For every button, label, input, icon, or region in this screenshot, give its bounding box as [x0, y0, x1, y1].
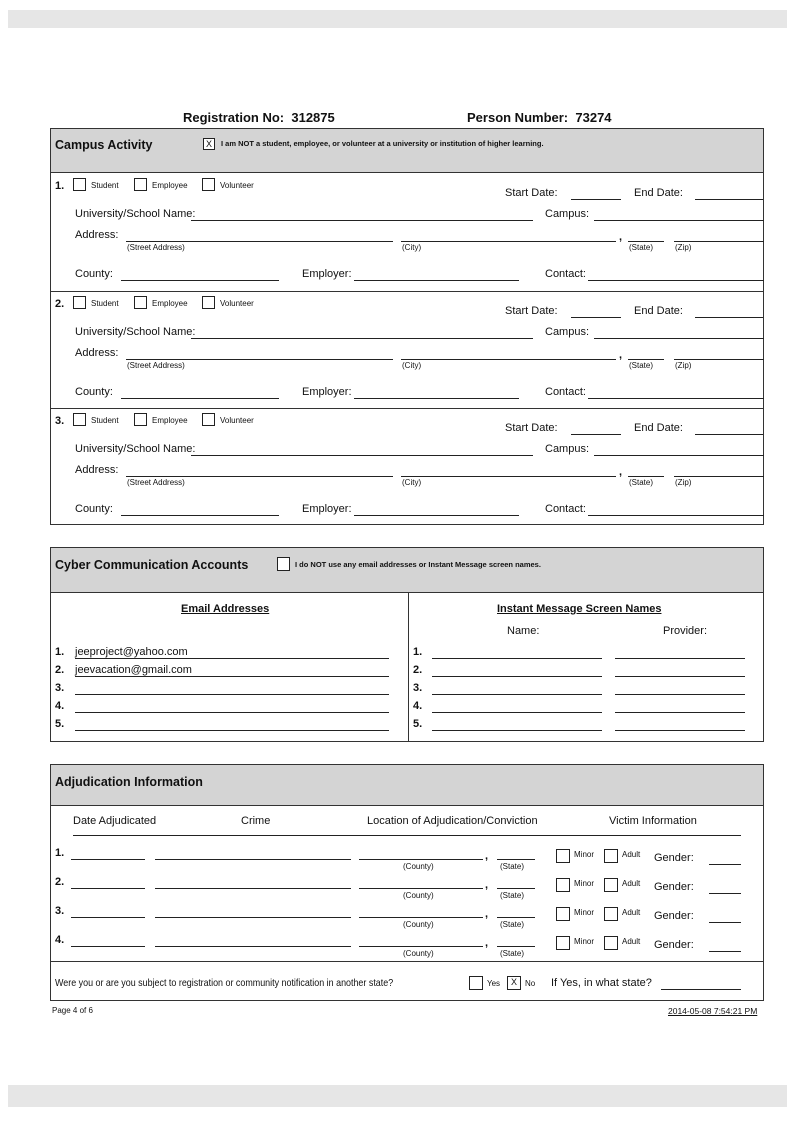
yes-checkbox[interactable] — [469, 976, 483, 990]
street-field[interactable] — [126, 241, 393, 242]
im-provider-field[interactable] — [615, 694, 745, 695]
date-field[interactable] — [71, 859, 145, 860]
end-date-label: End Date: — [634, 304, 683, 317]
county-field[interactable] — [359, 917, 483, 918]
county-field[interactable] — [121, 398, 279, 399]
student-label: Student — [91, 416, 119, 425]
employee-label: Employee — [152, 181, 188, 190]
adult-checkbox[interactable] — [604, 878, 618, 892]
street-caption: (Street Address) — [127, 478, 185, 487]
county-field[interactable] — [359, 946, 483, 947]
im-name-field[interactable] — [432, 712, 602, 713]
adult-checkbox[interactable] — [604, 849, 618, 863]
adult-label: Adult — [622, 879, 641, 888]
student-checkbox[interactable] — [73, 296, 86, 309]
school-name-label: University/School Name: — [75, 208, 196, 220]
other-state-question: Were you or are you subject to registration or community notification in another state? — [55, 977, 394, 989]
person-number: Person Number: 73274 — [467, 110, 612, 125]
adjudication-section — [50, 764, 764, 1001]
start-date-label: Start Date: — [505, 422, 558, 434]
school-name-label: University/School Name: — [75, 443, 196, 455]
cyber-header — [51, 548, 763, 593]
column-divider — [408, 593, 409, 741]
contact-field[interactable] — [588, 398, 764, 399]
timestamp: 2014-05-08 7:54:21 PM — [668, 1006, 758, 1016]
email-field[interactable] — [75, 712, 389, 713]
city-field[interactable] — [401, 359, 616, 360]
gender-field[interactable] — [709, 922, 741, 923]
student-checkbox[interactable] — [73, 178, 86, 191]
volunteer-label: Volunteer — [220, 416, 254, 425]
adult-label: Adult — [622, 908, 641, 917]
contact-label: Contact: — [545, 385, 586, 398]
employee-label: Employee — [152, 416, 188, 425]
volunteer-checkbox[interactable] — [202, 296, 215, 309]
yes-label: Yes — [487, 979, 501, 988]
im-number: 4. — [413, 700, 423, 712]
city-caption: (City) — [402, 478, 422, 487]
county-caption: (County) — [403, 920, 434, 929]
email-field[interactable] — [75, 676, 389, 677]
email-value[interactable]: jeevacation@gmail.com — [75, 664, 192, 676]
employer-label: Employer: — [302, 503, 352, 515]
divider — [51, 961, 763, 962]
county-field[interactable] — [121, 515, 279, 516]
entry-number: 2. — [55, 297, 65, 310]
campus-label: Campus: — [545, 325, 590, 338]
student-checkbox[interactable] — [73, 413, 86, 426]
adult-checkbox[interactable] — [604, 936, 618, 950]
no-checkbox[interactable]: X — [507, 976, 521, 990]
state-caption: (State) — [629, 243, 654, 252]
state-field[interactable] — [628, 241, 664, 242]
county-label: County: — [75, 385, 113, 398]
zip-field[interactable] — [674, 241, 764, 242]
contact-field[interactable] — [588, 515, 764, 516]
contact-label: Contact: — [545, 503, 586, 515]
state-caption: (State) — [500, 862, 525, 871]
entry-divider — [51, 408, 763, 409]
volunteer-label: Volunteer — [220, 298, 254, 308]
crime-field[interactable] — [155, 946, 351, 947]
no-accounts-checkbox[interactable] — [277, 557, 290, 571]
comma: , — [485, 850, 489, 862]
row-number: 4. — [55, 934, 65, 946]
city-field[interactable] — [401, 476, 616, 477]
not-student-checkbox[interactable]: X — [203, 138, 215, 150]
gender-label: Gender: — [654, 910, 694, 922]
email-field[interactable] — [75, 730, 389, 731]
email-value[interactable]: jeeproject@yahoo.com — [75, 646, 188, 658]
minor-checkbox[interactable] — [556, 936, 570, 950]
gender-label: Gender: — [654, 852, 694, 864]
email-field[interactable] — [75, 694, 389, 695]
comma: , — [485, 937, 489, 949]
im-header: Instant Message Screen Names — [497, 603, 662, 615]
email-number: 4. — [55, 700, 65, 712]
minor-checkbox[interactable] — [556, 907, 570, 921]
student-label: Student — [91, 298, 119, 308]
im-name-field[interactable] — [432, 730, 602, 731]
adult-label: Adult — [622, 937, 641, 946]
name-col-label: Name: — [507, 625, 540, 637]
county-caption: (County) — [403, 949, 434, 958]
comma: , — [619, 466, 623, 478]
county-field[interactable] — [359, 888, 483, 889]
end-date-field[interactable] — [695, 317, 763, 318]
start-date-field[interactable] — [571, 434, 621, 435]
no-label: No — [525, 979, 536, 988]
adult-checkbox[interactable] — [604, 907, 618, 921]
school-name-field[interactable] — [191, 338, 533, 339]
entry-divider — [51, 291, 763, 292]
scan-bottom-bar — [8, 1085, 787, 1107]
start-date-label: Start Date: — [505, 304, 558, 317]
section-title: Cyber Communication Accounts — [55, 558, 249, 572]
row-number: 3. — [55, 905, 65, 917]
campus-field[interactable] — [594, 455, 764, 456]
employer-label: Employer: — [302, 268, 352, 280]
gender-field[interactable] — [709, 864, 741, 865]
page-number: Page 4 of 6 — [52, 1006, 93, 1015]
section-title: Adjudication Information — [55, 775, 203, 789]
end-date-field[interactable] — [695, 199, 763, 200]
start-date-field[interactable] — [571, 317, 621, 318]
col-date: Date Adjudicated — [73, 815, 157, 827]
email-number: 3. — [55, 682, 65, 694]
entry-number: 3. — [55, 415, 65, 427]
employer-field[interactable] — [354, 398, 519, 399]
cyber-accounts-section — [50, 547, 764, 742]
zip-caption: (Zip) — [675, 360, 692, 370]
col-crime: Crime — [241, 815, 271, 827]
end-date-label: End Date: — [634, 187, 683, 199]
date-field[interactable] — [71, 888, 145, 889]
im-name-field[interactable] — [432, 658, 602, 659]
email-number: 1. — [55, 646, 65, 658]
im-provider-field[interactable] — [615, 676, 745, 677]
city-field[interactable] — [401, 241, 616, 242]
employer-field[interactable] — [354, 515, 519, 516]
gender-field[interactable] — [709, 893, 741, 894]
im-name-field[interactable] — [432, 676, 602, 677]
im-provider-field[interactable] — [615, 712, 745, 713]
gender-label: Gender: — [654, 939, 694, 951]
row-number: 2. — [55, 876, 65, 888]
crime-field[interactable] — [155, 917, 351, 918]
school-name-label: University/School Name: — [75, 325, 196, 338]
state-caption: (State) — [629, 360, 654, 370]
gender-label: Gender: — [654, 881, 694, 893]
adult-label: Adult — [622, 850, 641, 859]
zip-caption: (Zip) — [675, 243, 692, 252]
zip-caption: (Zip) — [675, 478, 692, 487]
comma: , — [485, 879, 489, 891]
campus-label: Campus: — [545, 443, 590, 455]
im-number: 1. — [413, 646, 423, 658]
zip-field[interactable] — [674, 359, 764, 360]
employee-checkbox[interactable] — [134, 178, 147, 191]
county-caption: (County) — [403, 862, 434, 871]
employee-checkbox[interactable] — [134, 296, 147, 309]
county-label: County: — [75, 268, 113, 280]
registration-number: Registration No: 312875 — [183, 110, 335, 125]
im-provider-field[interactable] — [615, 658, 745, 659]
im-number: 3. — [413, 682, 423, 694]
volunteer-checkbox[interactable] — [202, 413, 215, 426]
school-name-field[interactable] — [191, 455, 533, 456]
campus-header — [51, 129, 763, 173]
entry-number: 1. — [55, 180, 65, 192]
county-field[interactable] — [359, 859, 483, 860]
campus-field[interactable] — [594, 220, 764, 221]
address-label: Address: — [75, 346, 119, 359]
provider-col-label: Provider: — [663, 625, 708, 637]
email-number: 5. — [55, 718, 65, 730]
campus-activity-section — [50, 128, 764, 525]
county-label: County: — [75, 503, 113, 515]
minor-label: Minor — [574, 908, 595, 917]
comma: , — [619, 348, 623, 361]
comma: , — [619, 231, 623, 243]
student-label: Student — [91, 181, 119, 190]
crime-field[interactable] — [155, 888, 351, 889]
minor-label: Minor — [574, 850, 595, 859]
email-number: 2. — [55, 664, 65, 676]
header-rule — [73, 835, 741, 836]
state-caption: (State) — [629, 478, 654, 487]
date-field[interactable] — [71, 946, 145, 947]
minor-checkbox[interactable] — [556, 849, 570, 863]
state-caption: (State) — [500, 920, 525, 929]
state-field[interactable] — [497, 888, 535, 889]
comma: , — [485, 908, 489, 920]
end-date-label: End Date: — [634, 422, 683, 434]
employee-label: Employee — [152, 298, 188, 308]
date-field[interactable] — [71, 917, 145, 918]
state-caption: (State) — [500, 891, 525, 900]
employer-field[interactable] — [354, 280, 519, 281]
city-caption: (City) — [402, 243, 422, 252]
street-field[interactable] — [126, 359, 393, 360]
volunteer-label: Volunteer — [220, 181, 254, 190]
contact-label: Contact: — [545, 268, 586, 280]
section-title: Campus Activity — [55, 138, 153, 152]
adjudication-header — [51, 765, 763, 806]
email-field[interactable] — [75, 658, 389, 659]
state-field[interactable] — [628, 476, 664, 477]
other-state-field[interactable] — [661, 989, 741, 990]
employer-label: Employer: — [302, 385, 352, 398]
minor-label: Minor — [574, 937, 595, 946]
crime-field[interactable] — [155, 859, 351, 860]
not-student-label: I am NOT a student, employee, or volunteer at a university or institution of higher learning. — [221, 139, 544, 148]
street-caption: (Street Address) — [127, 360, 185, 370]
end-date-field[interactable] — [695, 434, 763, 435]
school-name-field[interactable] — [191, 220, 533, 221]
gender-field[interactable] — [709, 951, 741, 952]
state-caption: (State) — [500, 949, 525, 958]
campus-field[interactable] — [594, 338, 764, 339]
im-name-field[interactable] — [432, 694, 602, 695]
county-caption: (County) — [403, 891, 434, 900]
state-field[interactable] — [497, 946, 535, 947]
scan-top-bar — [8, 10, 787, 28]
start-date-label: Start Date: — [505, 187, 558, 199]
contact-field[interactable] — [588, 280, 764, 281]
minor-checkbox[interactable] — [556, 878, 570, 892]
if-yes-label: If Yes, in what state? — [551, 977, 652, 989]
no-accounts-label: I do NOT use any email addresses or Instant Message screen names. — [295, 560, 541, 569]
row-number: 1. — [55, 847, 65, 859]
state-field[interactable] — [628, 359, 664, 360]
col-victim: Victim Information — [609, 815, 697, 827]
zip-field[interactable] — [674, 476, 764, 477]
minor-label: Minor — [574, 879, 595, 888]
im-number: 5. — [413, 718, 423, 730]
county-field[interactable] — [121, 280, 279, 281]
city-caption: (City) — [402, 360, 422, 370]
state-field[interactable] — [497, 917, 535, 918]
im-number: 2. — [413, 664, 423, 676]
address-label: Address: — [75, 229, 119, 241]
start-date-field[interactable] — [571, 199, 621, 200]
state-field[interactable] — [497, 859, 535, 860]
email-header: Email Addresses — [181, 603, 270, 615]
street-caption: (Street Address) — [127, 243, 185, 252]
col-location: Location of Adjudication/Conviction — [367, 815, 538, 827]
im-provider-field[interactable] — [615, 730, 745, 731]
campus-label: Campus: — [545, 208, 590, 220]
street-field[interactable] — [126, 476, 393, 477]
address-label: Address: — [75, 464, 119, 476]
volunteer-checkbox[interactable] — [202, 178, 215, 191]
employee-checkbox[interactable] — [134, 413, 147, 426]
